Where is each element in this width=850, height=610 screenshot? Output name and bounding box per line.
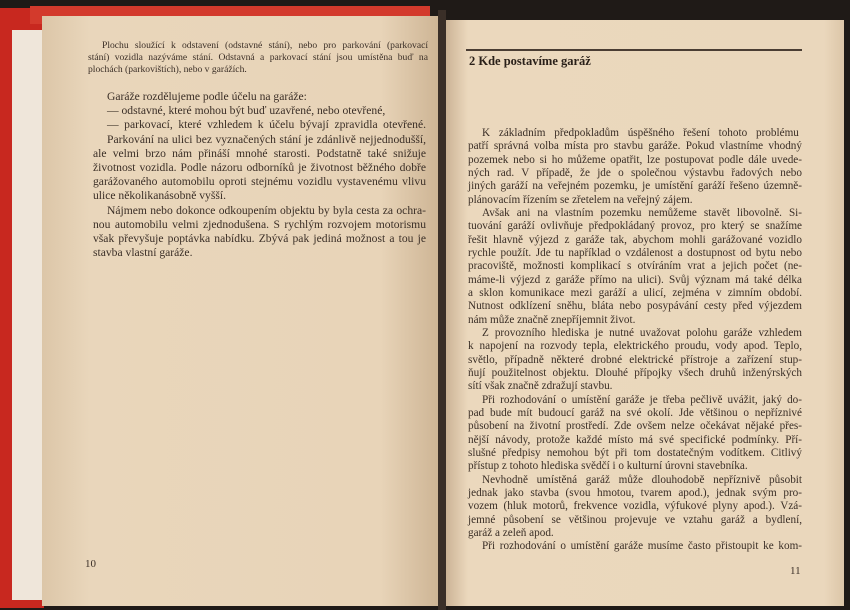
text-line: pracoviště, možnosti komplikací s otvíráním vrat a jejich počet (ne- [468,260,802,273]
text-line: řešit hlavně výjezd z garáže tak, abychom mohli garážované vozidlo [468,233,802,246]
text-line: nější návody, protože každé místo má své specifické podmínky. Pří- [468,433,802,446]
text-line: jiných garáží na veřejném pozemku, je umístění garáží řešeno územně- [468,180,802,193]
text-line: světlo, případně některé drobné elektrické přístroje a zařízení stup- [468,353,802,366]
text-line: stání) vozidla nazýváme stání. Odstavná a parkovací stání jsou umístěna buď na [88,52,428,63]
text-line: Z provozního hlediska je nutné uvažovat polohu garáže vzhledem [482,326,802,339]
text-line: plochách (parkovištích), nebo v garážích. [88,64,247,75]
text-line: máme-li výjezd z garáže přímo na ulici). Svůj význam má také délka [468,273,802,286]
text-line: ňují použitelnost objektu. Dlouhé přípojky všech druhů inženýrských [468,366,802,379]
text-line: Při rozhodování o umístění garáže musíme často přistoupit ke kom- [482,540,802,553]
text-line: stavba vlastní garáže. [93,246,193,260]
text-line: garáž a zeleň apod. [468,526,554,539]
text-line: Nájmem nebo dokonce odkoupením objektu by byla cesta za ochra- [107,203,426,217]
text-line: — odstavné, které mohou být buď uzavřené, nebo otevřené, [107,104,386,118]
page-number-left: 10 [85,558,96,570]
page-number-right: 11 [790,565,801,577]
text-line: rychle použít. Jde tu například o vzdálenost a dostupnost od bytu nebo [468,246,802,259]
text-line: působení na životní prostředí. Zde ovšem nelze očekávat nějaké přes- [468,420,802,433]
text-line: jemné působení se většinou projevuje ve vztahu garáž a bydlení, [468,513,802,526]
text-line: sítí však značně zdražují stavbu. [468,380,613,393]
text-line: nám může značně znepříjemnit život. [468,313,636,326]
chapter-title: 2 Kde postavíme garáž [469,54,591,68]
text-line: Nutnost odklízení sněhu, bláta nebo posypávání cesty před výjezdem [468,300,802,313]
text-line: vozem (hluk motorů, frekvence vozidla, výfukové plyny apod.). Vzá- [468,500,802,513]
text-line: ných rad. V případě, že jde o společnou výstavbu řadových nebo [468,166,802,179]
text-line: Při rozhodování o umístění garáže je třeba pečlivě uvážit, jaký do- [482,393,802,406]
text-line: Parkování na ulici bez vyznačených stání je zdánlivě nejjednodušší, [107,132,426,146]
text-line: však převyšuje poptávka nabídku. Zbývá pak jediná možnost a tou je [93,232,426,245]
text-line: ale velmi brzo nám přináší mnohé starosti. Podstatně také snižuje [93,146,426,160]
chapter-rule [466,49,802,51]
text-line: přístup z tohoto hlediska svědčí i o kulturní úrovni stavebníka. [468,460,748,473]
text-line: — parkovací, které vzhledem k účelu bývají zpravidla otevřené. [107,118,426,132]
text-line: a sklon komunikace mezi garáží a ulicí, zejména v zimním období. [468,286,802,299]
text-line: pozemek nebo si ho můžeme opatřit, lze postupovat podle dále uvede- [468,153,802,166]
text-line: jednak jako stavba (svou hmotou, tvarem apod.), jednak svým pro- [468,486,802,499]
text-line: Avšak ani na vlastním pozemku nemůžeme stavět libovolně. Si- [482,206,802,219]
text-line: Nevhodně umístěná garáž může dlouhodobě nepříznivě působit [482,473,802,486]
text-line: patří správná volba místa pro stavbu garáže. Pokud vlastníme vhodný [468,140,802,153]
text-line: Plochu sloužící k odstavení (odstavné stání), nebo pro parkování (parkovací [102,40,428,51]
text-line: K základním předpokladům úspěšného řešení tohoto problému [482,127,799,139]
text-line: tuování garáží ovlivňuje předpokládaný provoz, pro který se snažíme [468,220,802,233]
text-line: životnost vozidla. Podle názoru odborníků je životnost běžného dobře [93,161,426,174]
text-line: k napojení na rozvody tepla, elektrického proudu, vody apod. Teplo, [468,340,802,353]
text-line: garážovaného automobilu oproti stejnému vozidlu vystavenému vlivu [93,175,426,189]
text-line: plánovacím řízením se zřetelem na veřejný zájem. [468,193,693,206]
text-line: pad bude mít budoucí garáž na své okolí. Jde většinou o nepříznivé [468,406,802,419]
text-line: nou automobilu velmi zjednodušena. S rychlým rozvojem motorismu [93,217,426,231]
text-line: Garáže rozdělujeme podle účelu na garáže: [107,90,307,103]
text-line: slušné předpisy nemohou být při tom dostatečným vodítkem. Citlivý [468,446,802,459]
text-line: ulice několikanásobně vyšší. [93,189,226,203]
book-spine [438,10,446,610]
page-stack-edge [12,30,44,600]
